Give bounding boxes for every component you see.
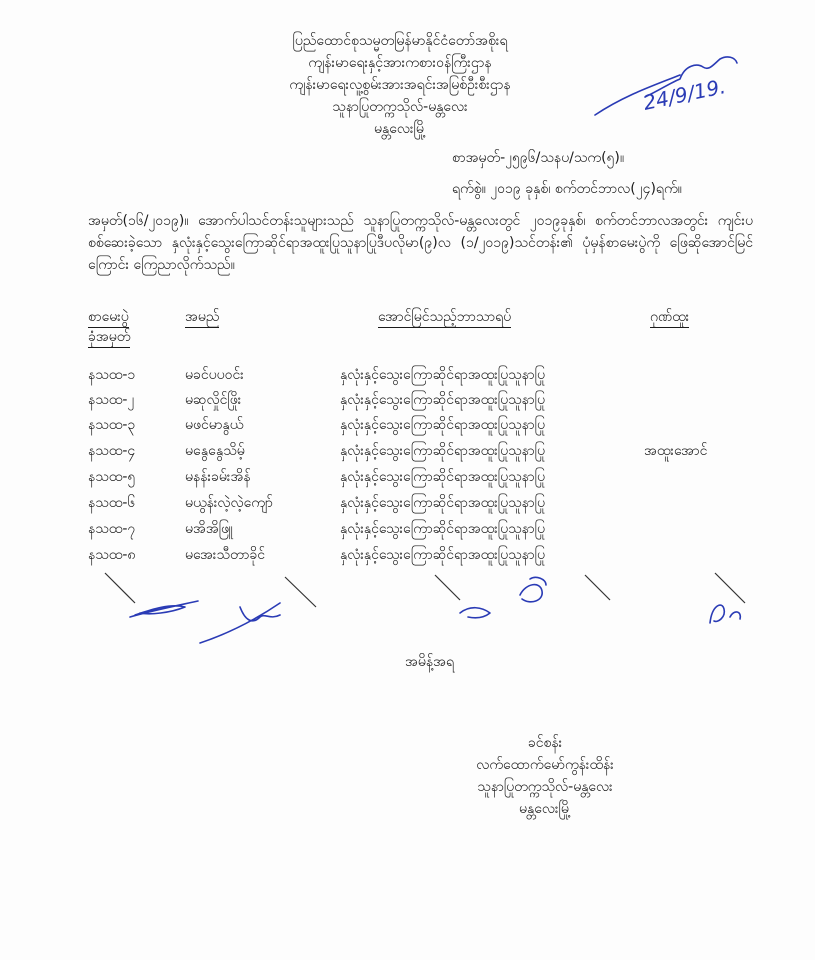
table-row: [88, 545, 728, 565]
subject-cell: နှလုံးနှင့်သွေးကြောဆိုင်ရာအထူးပြုသူနာပြု: [340, 392, 545, 408]
letter-date: ရက်စွဲ။ ၂၀၁၉ ခုနှစ်၊ စက်တင်ဘာလ(၂၄)ရက်။: [452, 181, 682, 197]
roll-cell: နသထ-၁: [88, 367, 136, 383]
name-cell: မအေးသီတာခိုင်: [185, 547, 266, 563]
col-header-distinction: ဂုဏ်ထူး: [650, 307, 689, 328]
roll-cell: နသထ-၈: [88, 547, 136, 563]
table-row: [88, 467, 728, 487]
col-header-roll: စာမေးပွဲ: [88, 307, 129, 328]
handwritten-date: 24/9/19.: [641, 74, 728, 115]
subject-cell: နှလုံးနှင့်သွေးကြောဆိုင်ရာအထူးပြုသူနာပြု: [340, 443, 545, 459]
subject-cell: နှလုံးနှင့်သွေးကြောဆိုင်ရာအထူးပြုသူနာပြု: [340, 521, 545, 537]
signatory-city: မန္တလေးမြို့: [518, 801, 572, 817]
name-cell: မယွန်းလဲ့လဲ့ကျော်: [185, 495, 273, 511]
table-row: [88, 415, 728, 435]
header-ministry: ကျန်းမာရေးနှင့်အားကစားဝန်ကြီးဌာန: [308, 55, 492, 71]
roll-cell: နသထ-၇: [88, 521, 136, 537]
letterhead: [200, 30, 600, 140]
subject-cell: နှလုံးနှင့်သွေးကြောဆိုင်ရာအထူးပြုသူနာပြု: [340, 367, 545, 383]
committee-signatures: [90, 565, 790, 650]
signatory-block: [430, 732, 660, 820]
name-cell: မနန်းခမ်းအိန်: [185, 469, 251, 485]
name-cell: မနွေနွေသိမ့်: [185, 443, 245, 459]
roll-cell: နသထ-၆: [88, 495, 136, 511]
col-header-subject: အောင်မြင်သည့်ဘာသာရပ်: [378, 307, 511, 328]
table-row: [88, 390, 728, 410]
distinction-cell: အထူးအောင်: [644, 443, 708, 459]
letter-number: စာအမှတ်-၂၅၉၆/သနပ/သက(၅)။: [452, 150, 625, 166]
table-row: [88, 365, 728, 385]
header-department: ကျန်းမာရေးလူ့စွမ်းအားအရင်းအမြစ်ဦးစီးဌာန: [289, 77, 511, 93]
table-row: [88, 519, 728, 539]
signatory-name: ခင်စန်း: [527, 735, 563, 751]
by-order-label: အမိန့်အရ: [405, 654, 454, 670]
roll-cell: နသထ-၃: [88, 417, 136, 433]
subject-cell: နှလုံးနှင့်သွေးကြောဆိုင်ရာအထူးပြုသူနာပြု: [340, 469, 545, 485]
name-cell: မဖင်မာနွယ်: [185, 417, 244, 433]
subject-cell: နှလုံးနှင့်သွေးကြောဆိုင်ရာအထူးပြုသူနာပြု: [340, 495, 545, 511]
announcement-paragraph: အမှတ်(၁၆/၂၀၁၉)။ အောက်ပါသင်တန်းသူများသည် သူနာပြုတက္ကသိုလ်-မန္တလေးတွင် ၂၀၁၉ခုနှစ်၊ စက်တင်ဘာလအတွင်း ကျင်းပစစ်ဆေးခဲ့သော နှလုံးနှင့်သွေးကြောဆိုင်ရာအထူးပြုသူနာပြုဒီပလိုမာ(၉)လ (၁/၂၀၁၉)သင်တန်း၏ ပုံမှန်စာမေးပွဲကို ဖြေဆိုအောင်မြင်ကြောင်း ကြေညာလိုက်သည်။: [88, 213, 753, 273]
name-cell: မခင်ပပဝင်း: [185, 367, 244, 383]
col-header-name: အမည်: [185, 307, 219, 328]
header-university: သူနာပြုတက္ကသိုလ်-မန္တလေး: [332, 99, 468, 115]
signatory-org: သူနာပြုတက္ကသိုလ်-မန္တလေး: [477, 779, 613, 795]
subject-cell: နှလုံးနှင့်သွေးကြောဆိုင်ရာအထူးပြုသူနာပြု: [340, 417, 545, 433]
name-cell: မဆုလှိုင်ဖြိုး: [185, 392, 242, 408]
header-government: ပြည်ထောင်စုသမ္မတမြန်မာနိုင်ငံတော်အစိုးရ: [292, 33, 508, 49]
roll-cell: နသထ-၅: [88, 469, 136, 485]
table-row: [88, 441, 728, 461]
name-cell: မအိအိဖြူ: [185, 521, 234, 537]
roll-cell: နသထ-၄: [88, 443, 136, 459]
roll-cell: နသထ-၂: [88, 392, 135, 408]
signatory-title: လက်ထောက်မော်ကွန်းထိန်း: [476, 757, 614, 773]
subject-cell: နှလုံးနှင့်သွေးကြောဆိုင်ရာအထူးပြုသူနာပြု: [340, 547, 545, 563]
table-row: [88, 493, 728, 513]
handwritten-initials-signature: [585, 35, 785, 125]
header-city: မန္တလေးမြို့: [373, 121, 427, 137]
col-header-roll-2: ခုံအမှတ်: [88, 327, 130, 348]
